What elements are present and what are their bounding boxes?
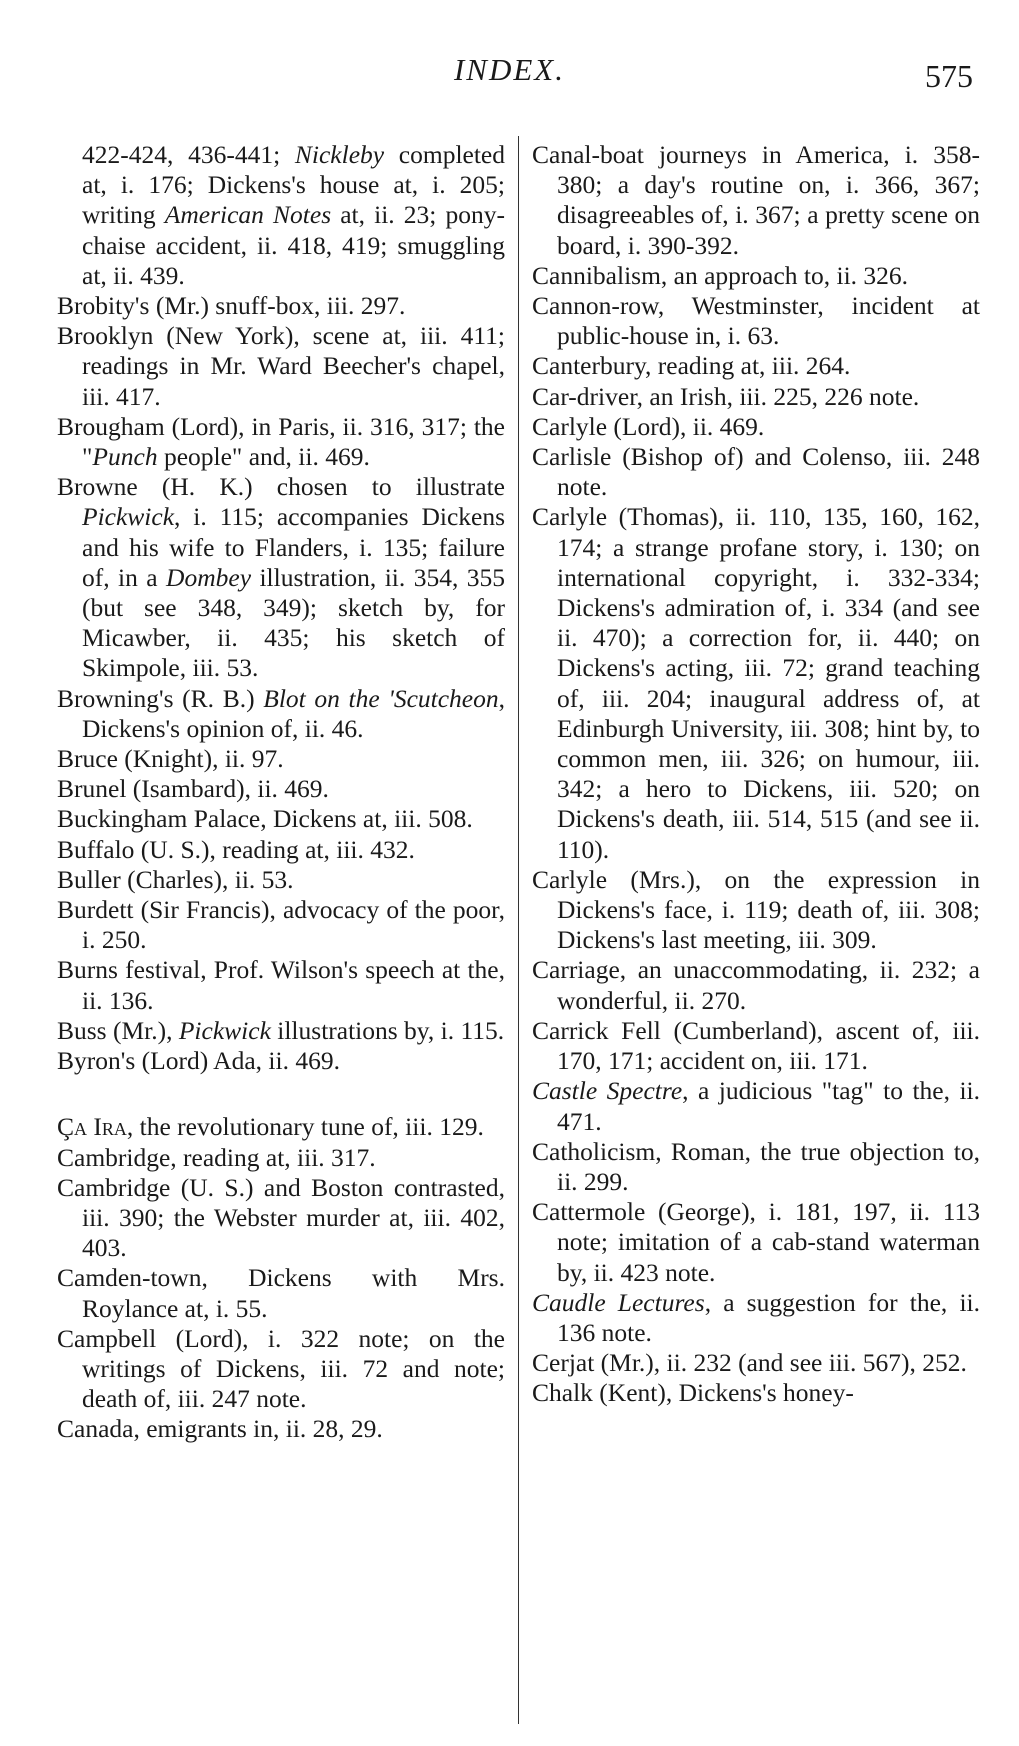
index-entry-text: Canal-boat journeys in America, i. 358-380; a day's routine on, i. 366, 367; disagreeables of, i. 367; a pretty scene on board, i. 390-392. bbox=[532, 140, 980, 260]
index-entry-text: at, ii. 23; pony-chaise accident, ii. 418, 419; smuggling at, ii. 439. bbox=[82, 200, 505, 290]
index-entry bbox=[532, 1016, 980, 1076]
index-entry bbox=[532, 1348, 980, 1378]
index-entry-text: Ça Ira bbox=[57, 1112, 127, 1142]
index-entry bbox=[532, 351, 980, 381]
index-entry-text: Camden-town, Dickens with Mrs. Roylance at, i. 55. bbox=[57, 1263, 505, 1323]
index-entry-text: Buffalo (U. S.), reading at, iii. 432. bbox=[57, 834, 415, 864]
index-entry-text: Brobity's (Mr.) snuff-box, iii. 297. bbox=[57, 291, 406, 321]
index-entry-text: , Dickens's opinion of, ii. 46. bbox=[82, 683, 505, 743]
index-entry-text: , a suggestion for the, ii. 136 note. bbox=[557, 1287, 980, 1347]
index-entry-text: Cambridge, reading at, iii. 317. bbox=[57, 1142, 376, 1172]
index-entry-text: illustration, ii. 354, 355 (but see 348, 349); sketch by, for Micawber, ii. 435; his sketch of Skimpole, iii. 53. bbox=[82, 562, 505, 683]
index-entry-text: Brunel (Isambard), ii. 469. bbox=[57, 774, 329, 804]
index-entry-title: American Notes bbox=[164, 200, 332, 230]
index-entry bbox=[57, 1263, 505, 1323]
index-entry bbox=[532, 291, 980, 351]
index-entry-text: Burns festival, Prof. Wilson's speech at the, ii. 136. bbox=[57, 955, 505, 1015]
index-entry-text: completed at, i. 176; Dickens's house at, i. 205; writing bbox=[82, 140, 505, 230]
index-entry bbox=[57, 865, 505, 895]
index-entry bbox=[532, 1197, 980, 1288]
index-entry-text: Catholicism, Roman, the true objection to, ii. 299. bbox=[532, 1136, 980, 1196]
index-entry-title: Nickleby bbox=[294, 140, 385, 169]
index-entry-text: , a judicious "tag" to the, ii. 471. bbox=[557, 1076, 980, 1136]
index-entry-text: Brooklyn (New York), scene at, iii. 411; readings in Mr. Ward Beecher's chapel, iii. 417. bbox=[57, 321, 505, 411]
index-entry-text: Byron's (Lord) Ada, ii. 469. bbox=[57, 1046, 340, 1076]
index-entry-text: Buckingham Palace, Dickens at, iii. 508. bbox=[57, 804, 473, 834]
index-entry-title: Dombey bbox=[166, 562, 252, 592]
index-entry bbox=[532, 382, 980, 412]
index-entry bbox=[532, 140, 980, 261]
index-entry bbox=[532, 1076, 980, 1136]
index-entry bbox=[57, 321, 505, 412]
index-entry bbox=[57, 1173, 505, 1264]
index-entry bbox=[57, 684, 505, 744]
index-entry bbox=[57, 412, 505, 472]
index-entry-text: Carlisle (Bishop of) and Colenso, iii. 248 note. bbox=[532, 442, 980, 502]
index-entry-title: Blot on the 'Scutcheon bbox=[263, 683, 499, 713]
index-entry bbox=[57, 835, 505, 865]
index-entry-text: Buss (Mr.), bbox=[57, 1015, 179, 1045]
index-entry bbox=[532, 261, 980, 291]
index-entry-title: Punch bbox=[92, 442, 158, 472]
index-entry bbox=[532, 442, 980, 502]
index-entry-text: Cannibalism, an approach to, ii. 326. bbox=[532, 260, 909, 290]
index-entry-text: Carlyle (Mrs.), on the expression in Dickens's face, i. 119; death of, iii. 308; Dickens's last meeting, iii. 309. bbox=[532, 864, 980, 955]
index-entry-text: Canada, emigrants in, ii. 28, 29. bbox=[57, 1414, 383, 1444]
index-entry-text: 422-424, 436-441; bbox=[82, 140, 295, 169]
index-entry-text: Chalk (Kent), Dickens's honey- bbox=[532, 1378, 854, 1408]
letter-section-gap bbox=[57, 1076, 505, 1112]
index-entry bbox=[57, 804, 505, 834]
index-entry-text: people" and, ii. 469. bbox=[157, 442, 370, 472]
index-entry-title: Caudle Lectures bbox=[532, 1287, 705, 1317]
index-entry bbox=[532, 1288, 980, 1348]
index-entry-text: Cannon-row, Westminster, incident at public-house in, i. 63. bbox=[532, 291, 980, 351]
index-entry-text: Bruce (Knight), ii. 97. bbox=[57, 744, 284, 774]
index-entry bbox=[57, 1112, 505, 1142]
index-entry-text: Cambridge (U. S.) and Boston contrasted, iii. 390; the Webster murder at, iii. 402, 403. bbox=[57, 1172, 505, 1263]
index-column-left bbox=[57, 140, 505, 1445]
index-entry-text: Campbell (Lord), i. 322 note; on the writings of Dickens, iii. 72 and note; death of, iii. 247 note. bbox=[57, 1323, 505, 1414]
index-entry bbox=[57, 472, 505, 683]
index-entry bbox=[532, 865, 980, 956]
column-divider bbox=[518, 136, 519, 1724]
index-entry-text: Browne (H. K.) chosen to illustrate bbox=[57, 472, 505, 502]
index-entry-text: Canterbury, reading at, iii. 264. bbox=[532, 351, 851, 381]
index-entry-text: Burdett (Sir Francis), advocacy of the poor, i. 250. bbox=[57, 895, 505, 955]
page-number: 575 bbox=[925, 58, 973, 94]
index-entry bbox=[532, 1378, 980, 1408]
index-entry bbox=[57, 955, 505, 1015]
index-entry-text: Carrick Fell (Cumberland), ascent of, iii. 170, 171; accident on, iii. 171. bbox=[532, 1015, 980, 1076]
index-entry-text: illustrations by, i. 115. bbox=[270, 1015, 505, 1045]
index-entry bbox=[57, 1414, 505, 1444]
index-entry bbox=[532, 412, 980, 442]
index-entry-title: Castle Spectre bbox=[532, 1076, 683, 1106]
index-entry bbox=[57, 774, 505, 804]
index-entry bbox=[57, 1324, 505, 1415]
index-entry-title: Pickwick bbox=[82, 502, 175, 532]
index-entry-text: Car-driver, an Irish, iii. 225, 226 note. bbox=[532, 381, 920, 411]
page-header bbox=[0, 52, 1019, 102]
index-entry bbox=[57, 1016, 505, 1046]
index-entry-text: , i. 115; accompanies Dickens and his wife to Flanders, i. 135; failure of, in a bbox=[82, 502, 505, 592]
index-entry-text: Brougham (Lord), in Paris, ii. 316, 317; the " bbox=[57, 411, 505, 472]
index-entry-text: Carriage, an unaccommodating, ii. 232; a wonderful, ii. 270. bbox=[532, 955, 980, 1015]
index-entry bbox=[532, 502, 980, 864]
index-entry-text: Carlyle (Thomas), ii. 110, 135, 160, 162, 174; a strange profane story, i. 130; on international copyright, i. 332-334; Dickens's admiration of, i. 334 (and see ii. 470); a correction for, ii. 440; on Dickens's acting, iii. 72; grand teaching of, iii. 204; inaugural address of, at Edinburgh University, iii. 308; hint by, to common men, iii. 326; on humour, iii. 342; a hero to Dickens, iii. 520; on Dickens's death, iii. 514, 515 (and see ii. 110). bbox=[532, 502, 980, 864]
running-title: INDEX. bbox=[453, 52, 565, 87]
index-entry-title: Pickwick bbox=[178, 1015, 271, 1045]
index-entry-text: , the revolutionary tune of, iii. 129. bbox=[126, 1112, 484, 1142]
index-entry bbox=[57, 291, 505, 321]
index-entry bbox=[57, 744, 505, 774]
index-entry-text: Buller (Charles), ii. 53. bbox=[57, 864, 294, 894]
index-entry bbox=[57, 1046, 505, 1076]
index-entry-text: Cerjat (Mr.), ii. 232 (and see iii. 567), 252. bbox=[532, 1348, 967, 1378]
index-entry-text: Cattermole (George), i. 181, 197, ii. 113 note; imitation of a cab-stand waterman by, ii. 423 note. bbox=[532, 1197, 980, 1287]
index-entry bbox=[532, 955, 980, 1015]
index-column-right bbox=[532, 140, 980, 1409]
index-entry bbox=[57, 895, 505, 955]
index-entry bbox=[532, 1137, 980, 1197]
index-entry-text: Browning's (R. B.) bbox=[57, 683, 264, 713]
index-entry bbox=[57, 1143, 505, 1173]
index-entry-text: Carlyle (Lord), ii. 469. bbox=[532, 411, 765, 441]
index-entry bbox=[57, 140, 505, 291]
